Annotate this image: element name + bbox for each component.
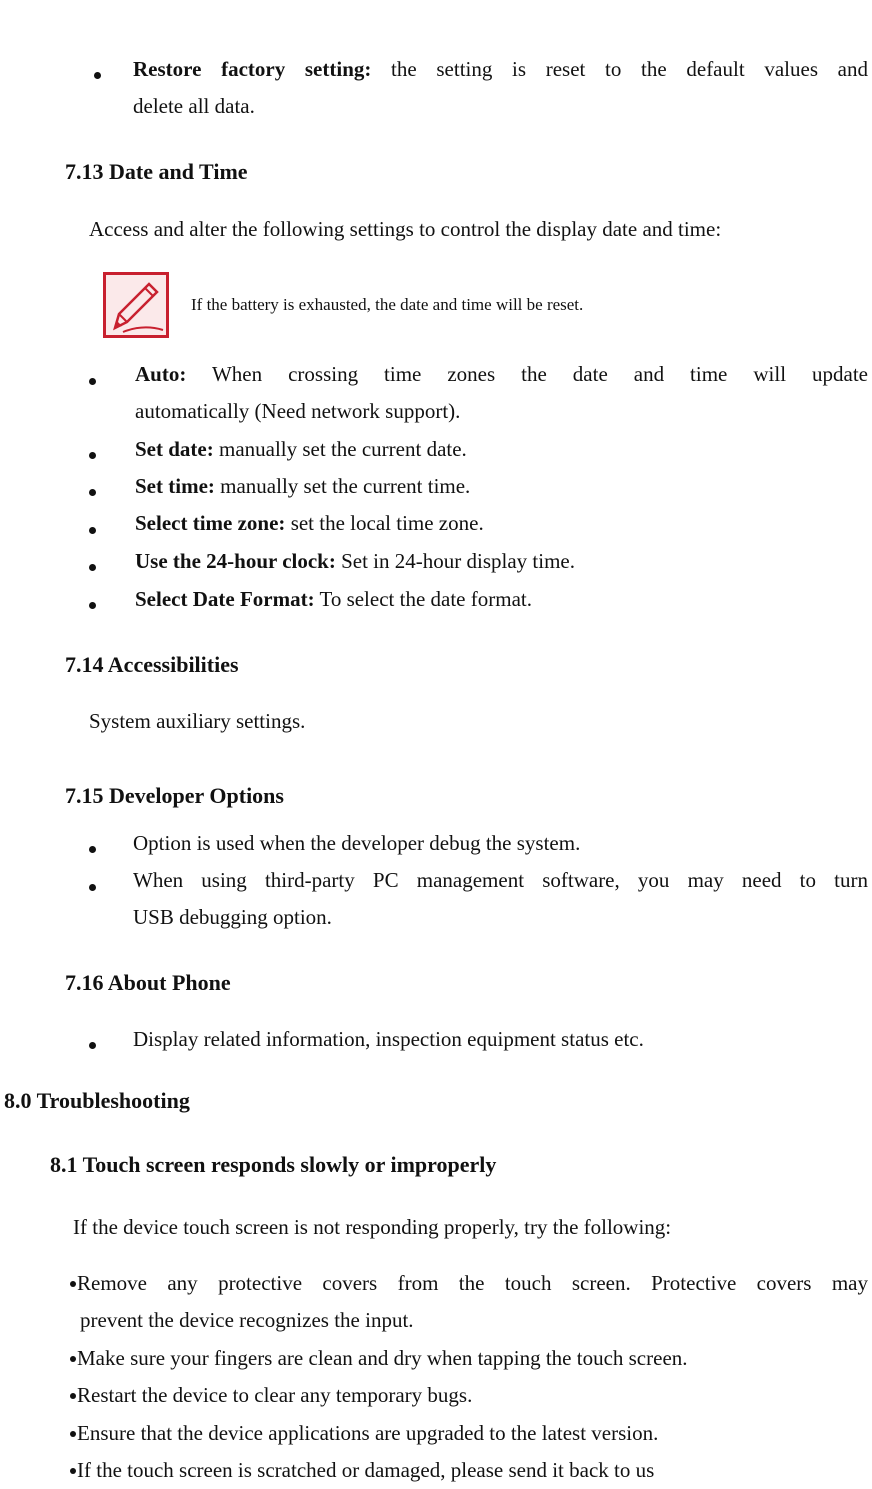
list-item: Option is used when the developer debug the system. xyxy=(133,831,581,855)
item-text: To select the date format. xyxy=(319,587,532,611)
item-text: Make sure your fingers are clean and dry when tapping the touch screen. xyxy=(77,1346,688,1370)
restore-label: Restore factory setting: xyxy=(133,57,372,81)
heading-7-13: 7.13 Date and Time xyxy=(65,159,248,184)
intro-7-13: Access and alter the following settings to control the display date and time: xyxy=(89,217,722,241)
list-item: Display related information, inspection equipment status etc. xyxy=(133,1027,644,1051)
restore-line-2: delete all data. xyxy=(133,94,255,118)
list-item xyxy=(135,468,470,505)
bullet xyxy=(70,1431,76,1437)
auto-text: When crossing time zones the date and time will update xyxy=(211,362,868,386)
intro-8-1: If the device touch screen is not responding properly, try the following: xyxy=(73,1215,672,1239)
bullet xyxy=(89,1042,96,1049)
heading-7-14: 7.14 Accessibilities xyxy=(65,652,239,677)
bullet xyxy=(89,378,96,385)
list-item xyxy=(135,581,532,618)
list-item xyxy=(70,1265,868,1302)
heading-7-15: 7.15 Developer Options xyxy=(65,783,284,808)
list-item-cont: prevent the device recognizes the input. xyxy=(80,1308,414,1332)
item-text: manually set the current date. xyxy=(218,437,467,461)
auto-label: Auto: xyxy=(135,362,187,386)
item-text: Remove any protective covers from the touch screen. Protective covers may xyxy=(77,1271,868,1295)
item-label: Select time zone: xyxy=(135,511,286,535)
list-item xyxy=(70,1340,688,1377)
bullet xyxy=(89,602,96,609)
heading-8-1: 8.1 Touch screen responds slowly or improperly xyxy=(50,1152,497,1177)
bullet xyxy=(70,1468,76,1474)
note-text: If the battery is exhausted, the date and time will be reset. xyxy=(191,295,584,314)
bullet xyxy=(70,1356,76,1362)
bullet xyxy=(70,1393,76,1399)
list-item: When using third-party PC management software, you may need to turn xyxy=(133,868,868,892)
bullet xyxy=(89,846,96,853)
item-label: Use the 24-hour clock: xyxy=(135,549,336,573)
bullet xyxy=(89,452,96,459)
bullet xyxy=(94,72,101,79)
bullet xyxy=(70,1281,76,1287)
item-text: set the local time zone. xyxy=(290,511,484,535)
list-item xyxy=(70,1377,472,1414)
auto-line-1 xyxy=(135,356,868,393)
bullet xyxy=(89,527,96,534)
restore-text: the setting is reset to the default values and xyxy=(391,57,868,81)
restore-line-1 xyxy=(133,51,868,88)
heading-8-0: 8.0 Troubleshooting xyxy=(4,1088,190,1113)
item-text: manually set the current time. xyxy=(220,474,471,498)
text-7-14: System auxiliary settings. xyxy=(89,709,306,733)
list-item xyxy=(70,1415,658,1452)
item-text: Restart the device to clear any temporary bugs. xyxy=(77,1383,473,1407)
item-text: If the touch screen is scratched or damaged, please send it back to us xyxy=(77,1458,655,1482)
item-text: Ensure that the device applications are upgraded to the latest version. xyxy=(77,1421,659,1445)
list-item xyxy=(135,505,484,542)
list-item xyxy=(70,1452,654,1489)
item-text: Set in 24-hour display time. xyxy=(341,549,575,573)
list-item xyxy=(135,431,467,468)
bullet xyxy=(89,564,96,571)
pencil-note-icon xyxy=(103,272,169,338)
heading-7-16: 7.16 About Phone xyxy=(65,970,231,995)
auto-line-2: automatically (Need network support). xyxy=(135,399,461,423)
bullet xyxy=(89,489,96,496)
item-label: Set date: xyxy=(135,437,214,461)
item-label: Set time: xyxy=(135,474,215,498)
list-item xyxy=(135,543,575,580)
list-item-cont: USB debugging option. xyxy=(133,905,332,929)
item-label: Select Date Format: xyxy=(135,587,315,611)
bullet xyxy=(89,884,96,891)
